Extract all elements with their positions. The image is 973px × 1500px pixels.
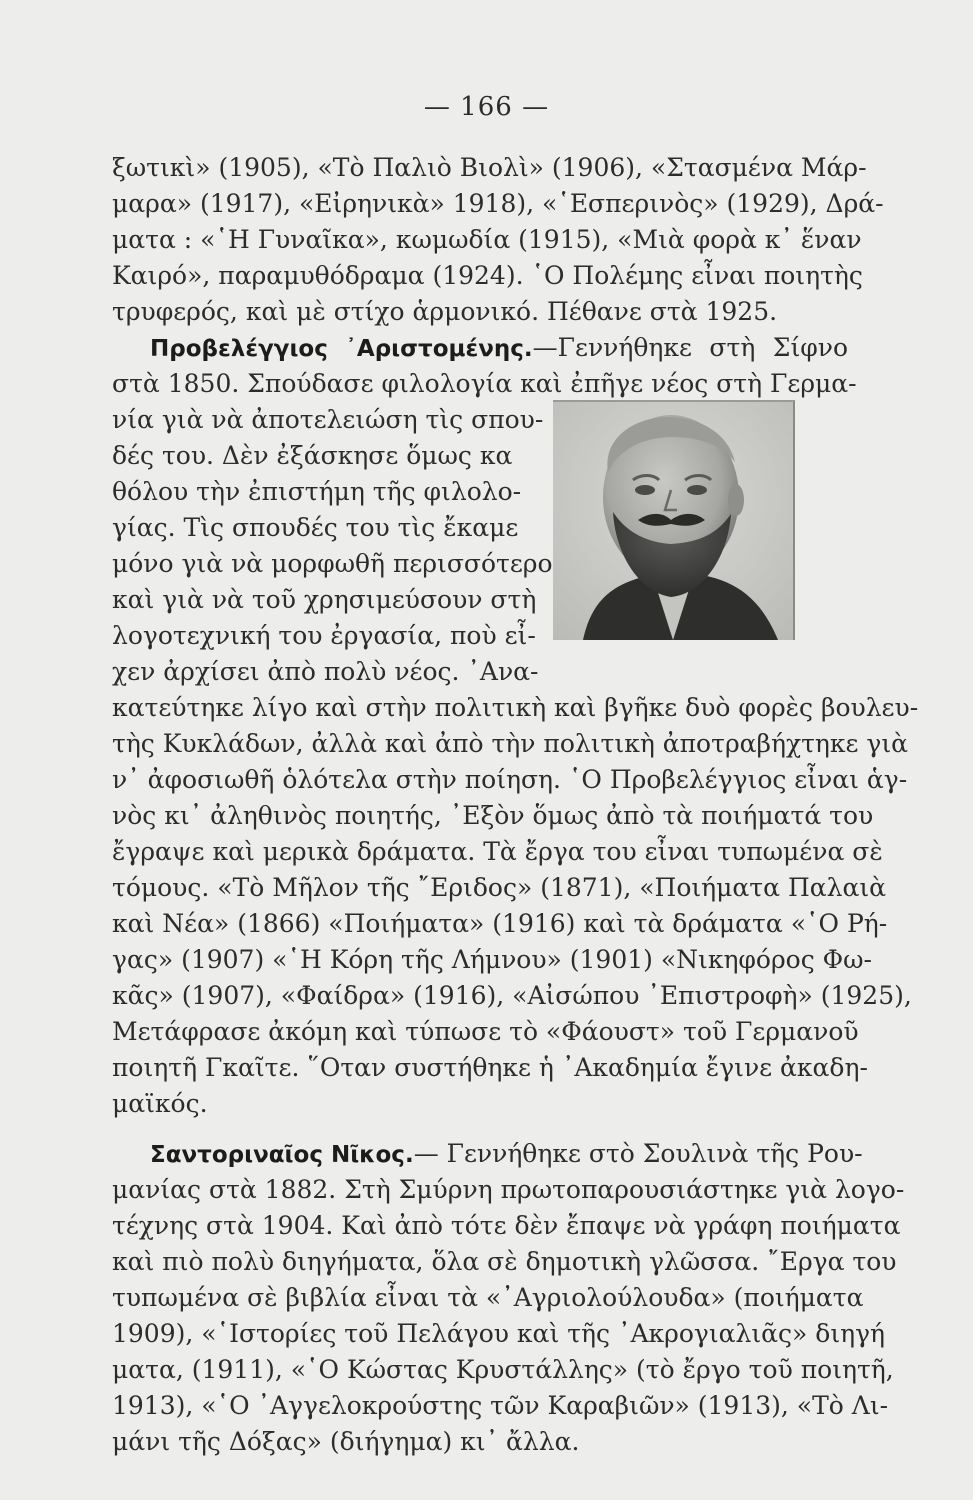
text-line: 1909), «῾Ιστορίες τοῦ Πελάγου καὶ τῆς ᾽Ακρογιαλιᾶς» διηγή bbox=[112, 1319, 886, 1348]
text-line: ξωτικὶ» (1905), «Τὸ Παλιὸ Βιολὶ» (1906), «Στασμένα Μάρ- bbox=[112, 153, 867, 182]
text-line: κατεύτηκε λίγο καὶ στὴν πολιτικὴ καὶ βγῆκε δυὸ φορὲς βουλευ- bbox=[112, 693, 919, 722]
portrait-image bbox=[553, 402, 793, 640]
text-line: λογοτεχνική του ἐργασία, ποὺ εἶ- bbox=[112, 621, 536, 650]
entry-text: —Γεννήθηκε στὴ Σίφνο bbox=[532, 333, 849, 362]
text-line: ματα, (1911), «῾Ο Κώστας Κρυστάλλης» (τὸ ἔργο τοῦ ποιητῆ, bbox=[112, 1355, 894, 1384]
text-line: γίας. Τὶς σπουδές του τὶς ἔκαμε bbox=[112, 513, 519, 542]
text-line: μαρα» (1917), «Εἰρηνικὰ» 1918), «῾Εσπερινὸς» (1929), Δρά- bbox=[112, 189, 884, 218]
text-line: τὴς Κυκλάδων, ἀλλὰ καὶ ἀπὸ τὴν πολιτικὴ ἀποτραβήχτηκε γιὰ bbox=[112, 729, 909, 758]
entry-text: — Γεννήθηκε στὸ Σουλινὰ τῆς Ρου- bbox=[413, 1139, 863, 1168]
text-line: μαϊκός. bbox=[112, 1089, 208, 1118]
text-line: ματα : «῾Η Γυναῖκα», κωμωδία (1915), «Μιὰ φορὰ κ᾽ ἕναν bbox=[112, 225, 862, 254]
entry-heading-line bbox=[150, 1136, 863, 1172]
text-line: καὶ γιὰ νὰ τοῦ χρησιμεύσουν στὴ bbox=[112, 585, 537, 614]
text-line: ἔγραψε καὶ μερικὰ δράματα. Τὰ ἔργα του εἶναι τυπωμένα σὲ bbox=[112, 837, 883, 866]
text-line: τόμους. «Τὸ Μῆλον τῆς ῎Εριδος» (1871), «Ποιήματα Παλαιὰ bbox=[112, 873, 887, 902]
text-line: μόνο γιὰ νὰ μορφωθῆ περισσότερο bbox=[112, 549, 553, 578]
entry-name: Προβελέγγιος ᾽Αριστομένης. bbox=[150, 336, 533, 362]
text-line: νὸς κι᾽ ἀληθινὸς ποιητής, ᾽Εξὸν ὅμως ἀπὸ τὰ ποιήματά του bbox=[112, 801, 874, 830]
text-line: γας» (1907) «῾Η Κόρη τῆς Λήμνου» (1901) «Νικηφόρος Φω- bbox=[112, 945, 872, 974]
text-line: κᾶς» (1907), «Φαίδρα» (1916), «Αἰσώπου ᾽Επιστροφὴ» (1925), bbox=[112, 981, 912, 1010]
text-line: χεν ἀρχίσει ἀπὸ πολὺ νέος. ᾽Ανα- bbox=[112, 657, 539, 686]
text-line: μάνι τῆς Δόξας» (διήγημα) κι᾽ ἄλλα. bbox=[112, 1427, 580, 1456]
text-line: καὶ Νέα» (1866) «Ποιήματα» (1916) καὶ τὰ δράματα «῾Ο Ρή- bbox=[112, 909, 888, 938]
text-line: δές του. Δὲν ἐξάσκησε ὅμως κα bbox=[112, 441, 513, 470]
text-line: τρυφερός, καὶ μὲ στίχο ἁρμονικό. Πέθανε στὰ 1925. bbox=[112, 297, 778, 326]
entry-name: Σαντοριναῖος Νῖκος. bbox=[150, 1142, 414, 1168]
text-line: στὰ 1850. Σπούδασε φιλολογία καὶ ἐπῆγε νέος στὴ Γερμα- bbox=[112, 369, 857, 398]
text-line: μανίας στὰ 1882. Στὴ Σμύρνη πρωτοπαρουσιάστηκε γιὰ λογο- bbox=[112, 1175, 905, 1204]
text-line: θόλου τὴν ἐπιστήμη τῆς φιλολο- bbox=[112, 477, 522, 506]
text-line: Καιρό», παραμυθόδραμα (1924). ῾Ο Πολέμης εἶναι ποιητὴς bbox=[112, 261, 863, 290]
entry-heading-line bbox=[150, 330, 848, 366]
page-number: — 166 — bbox=[423, 92, 550, 122]
portrait-photo bbox=[553, 400, 795, 640]
text-line: καὶ πιὸ πολὺ διηγήματα, ὅλα σὲ δημοτικὴ γλῶσσα. ῎Εργα του bbox=[112, 1247, 897, 1276]
text-line: τυπωμένα σὲ βιβλία εἶναι τὰ «᾽Αγριολούλουδα» (ποιήματα bbox=[112, 1283, 864, 1312]
text-line: ν᾽ ἀφοσιωθῆ ὁλότελα στὴν ποίηση. ῾Ο Προβελέγγιος εἶναι ἁγ- bbox=[112, 765, 908, 794]
text-line: ποιητῆ Γκαῖτε. ῞Οταν συστήθηκε ἡ ᾽Ακαδημία ἔγινε ἀκαδη- bbox=[112, 1053, 868, 1082]
text-line: νία γιὰ νὰ ἀποτελειώση τὶς σπου- bbox=[112, 405, 544, 434]
text-line: 1913), «῾Ο ᾽Αγγελοκρούστης τῶν Καραβιῶν» (1913), «Τὸ Λι- bbox=[112, 1391, 889, 1420]
text-line: τέχνης στὰ 1904. Καὶ ἀπὸ τότε δὲν ἔπαψε νὰ γράφη ποιήματα bbox=[112, 1211, 901, 1240]
text-line: Μετάφρασε ἀκόμη καὶ τύπωσε τὸ «Φάουστ» τοῦ Γερμανοῦ bbox=[112, 1017, 859, 1046]
